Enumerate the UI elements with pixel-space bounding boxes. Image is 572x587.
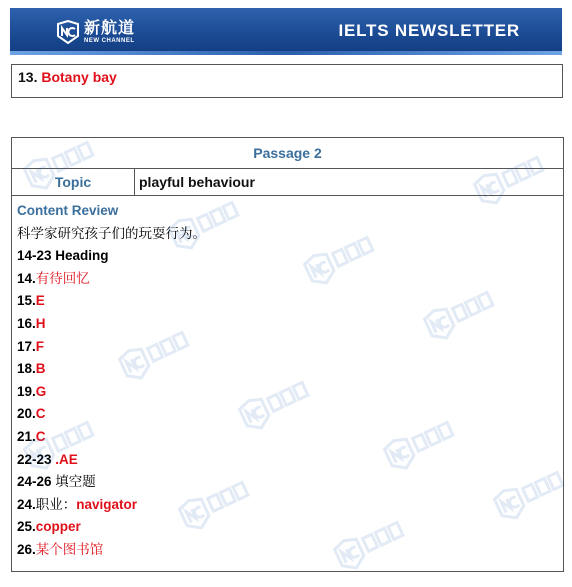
answer-value: navigator [76,496,138,512]
section-title: 填空题 [55,474,96,491]
passage-title: Passage 2 [12,138,563,169]
topic-label: Topic [12,169,135,195]
answer-line [17,290,558,313]
logo-chinese-name: 新航道 [84,18,136,37]
answer-prefix: 职业： [35,496,77,513]
answer-13-box [11,64,563,98]
answer-line [17,403,558,426]
summary-text: 科学家研究孩子们的玩耍行为。 [17,225,206,242]
answer-number: 21. [17,428,36,444]
answer-value: C [35,428,46,444]
answer-number: 26. [17,541,36,557]
answer-value: F [35,338,45,354]
answer-line [17,539,558,562]
answer-value: .AE [55,451,78,467]
answer-number: 24. [17,496,36,512]
answer-number: 25. [17,519,36,535]
answer-number: 20. [17,406,36,422]
answer-number: 22-23 [17,451,56,467]
newsletter-title: IELTS NEWSLETTER [338,21,520,40]
topic-row [12,169,563,196]
logo-english-name: NEW CHANNEL [84,38,135,44]
answer-value: H [35,315,46,331]
answer-number: 17. [17,338,36,354]
answer-line [17,336,558,359]
answer-value: copper [35,519,81,535]
content-review-section [12,196,563,562]
answer-line [17,313,558,336]
passage-table [11,137,564,572]
answer-line [17,516,558,539]
answer-value: 有待回忆 [35,270,90,287]
answer-number: 14. [17,270,36,286]
heading-section-label: 14-23 Heading [17,248,109,264]
answer-line [17,449,558,472]
answer-number: 16. [17,315,36,331]
brand-logo [56,16,135,48]
topic-value: playful behaviour [139,174,255,190]
fill-section-label [17,471,558,494]
answer-number: 19. [17,383,36,399]
content-review-label: Content Review [17,203,119,218]
answer-value: E [35,293,45,309]
answer-line [17,358,558,381]
answer-line [17,494,558,517]
answer-value: B [35,361,46,377]
section-number: 24-26 [17,474,52,490]
answer-line [17,426,558,449]
answer-value: Botany bay [41,69,117,85]
answer-value: C [35,406,46,422]
answer-value: 某个图书馆 [35,541,104,558]
answer-value: G [35,383,47,399]
answer-number: 15. [17,293,36,309]
answer-line [17,381,558,404]
newsletter-header [10,8,562,55]
answer-number: 18. [17,361,36,377]
nc-logo-icon [56,20,80,44]
answer-line [17,268,558,291]
answer-number: 13. [18,69,38,85]
